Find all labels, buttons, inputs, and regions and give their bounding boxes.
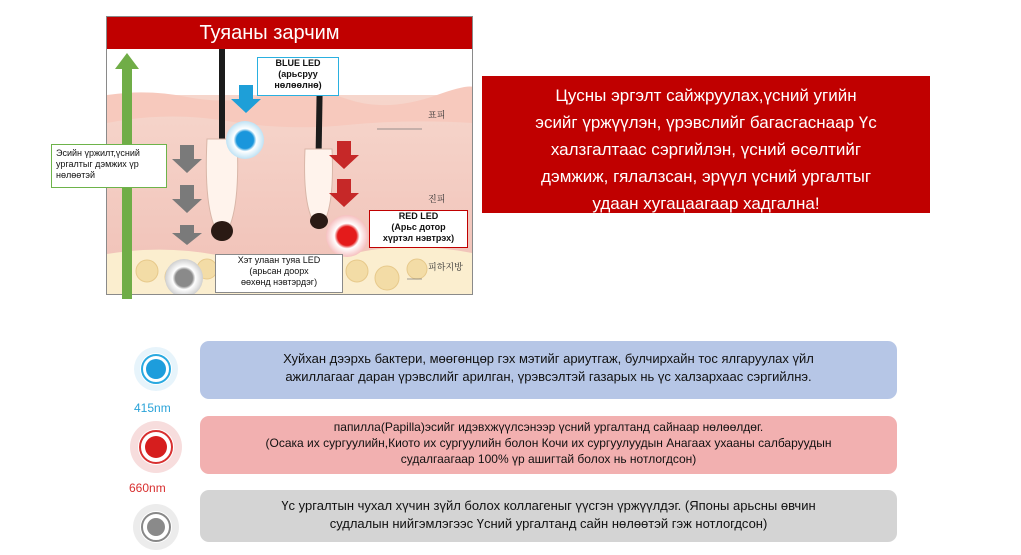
ir-led-label: Хэт улаан туяа LED (арьсан доорх өөхөнд нэвтэрдэг): [215, 254, 343, 293]
ir-led-row-icon: [129, 502, 183, 552]
diagram-title: Туяаны зарчим: [107, 17, 472, 49]
wavelength-415: 415nm: [134, 401, 171, 415]
red-led-icon: [326, 215, 368, 257]
layer-label-epidermis: 표피: [428, 110, 446, 120]
layer-label-subcutis: 피하지방: [428, 262, 463, 272]
red-led-label: RED LED (Арьс дотор хүртэл нэвтрэх): [369, 210, 468, 248]
blue-led-label: BLUE LED (арьсруу нөлөөлнө): [257, 57, 339, 96]
layer-label-dermis: 진피: [428, 194, 446, 204]
wavelength-660: 660nm: [129, 481, 166, 495]
blue-led-description: Хуйхан дээрхь бактери, мөөгөнцөр гэх мэтийг ариутгаж, булчирхайн тос ялгаруулах үйл ажиллагааг даран үрэвслийг арилган, үрэвсэлтэй газарых нь үс халзархаас сэргийлнэ.: [200, 341, 897, 399]
ir-led-description: Үс ургалтын чухал хүчин зүйл болох коллагеныг үүсгэн үржүүлдэг. (Японы арьсны өвчин судлалын нийгэмлэгээс Үсний ургалтанд сайн нөлөөтэй гэж нотлогдсон): [200, 490, 897, 542]
red-led-row-icon: [125, 420, 187, 476]
summary-box: Цусны эргэлт сайжруулах,үсний угийн эсийг үржүүлэн, үрэвслийг багасгаснаар Үс халзгалтаас сэргийлэн, үсний өсөлтийг дэмжиж, гялалзсан, эрүүл үсний ургалтыг удаан хугацаагаар хадгална!: [482, 76, 930, 213]
blue-led-icon: [226, 121, 264, 159]
red-led-description: папилла(Papilla)эсийг идэвхжүүлсэнээр үсний ургалтанд сайнаар нөлөөлдөг. (Осака их сургуулийн,Киото их сургуулийн болон Кочи их сургуулуудын Анагаах ухааны салбаруудын судалгаагаар 100% үр ашигтай болох нь нотлогдсон): [200, 416, 897, 474]
growth-label: Эсийн үржилт,үсний ургалтыг дэмжих үр нөлөөтэй: [51, 144, 167, 188]
blue-led-row-icon: [131, 344, 181, 394]
